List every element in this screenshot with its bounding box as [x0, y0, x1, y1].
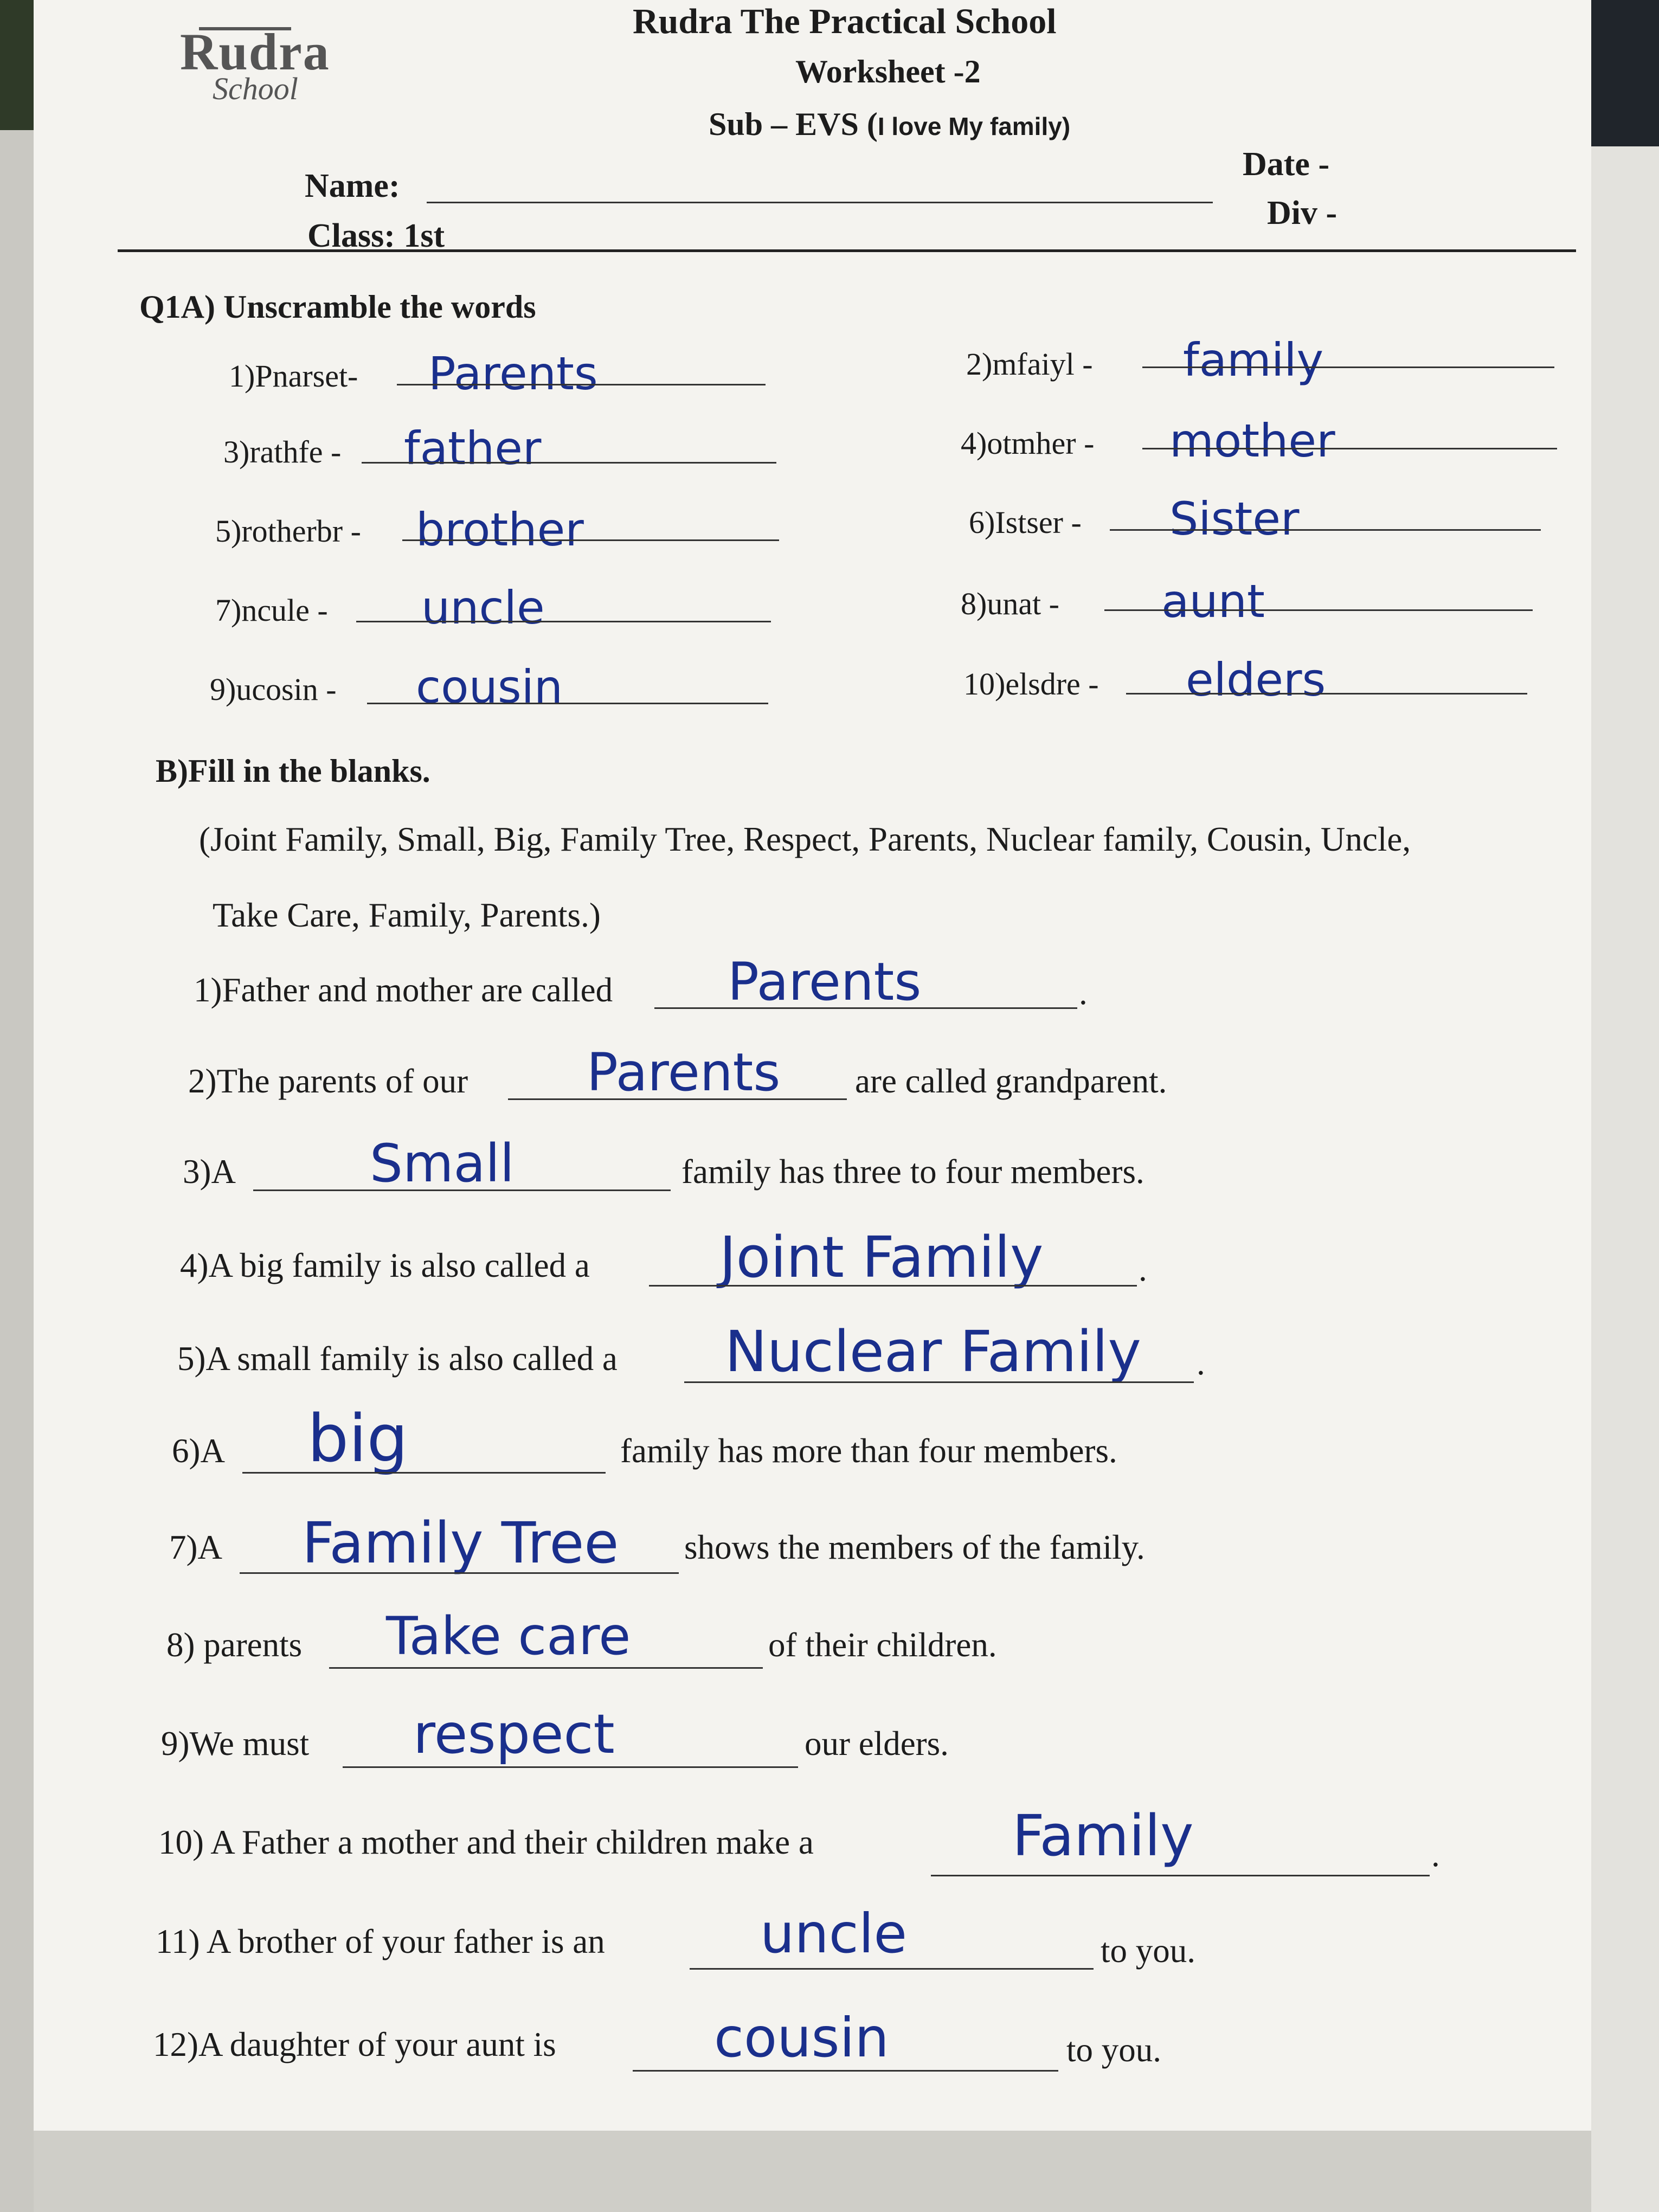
blank-sentence-9-end: our elders.	[805, 1725, 949, 1763]
logo-subtext: School	[213, 71, 298, 106]
blank-sentence-3-end: family has three to four members.	[681, 1153, 1144, 1191]
q1b-heading: B)Fill in the blanks.	[156, 753, 430, 789]
word-bank-line-2: Take Care, Family, Parents.)	[213, 896, 601, 934]
bottom-shadow	[34, 2131, 1591, 2212]
blank-sentence-2-start: 2)The parents of our	[188, 1062, 468, 1100]
blank-answer-4: Joint Family	[719, 1224, 1044, 1290]
blank-answer-2: Parents	[587, 1042, 781, 1103]
blank-line-6	[242, 1472, 606, 1474]
blank-line-5	[684, 1381, 1194, 1383]
blank-sentence-11-start: 11) A brother of your father is an	[156, 1922, 605, 1960]
blank-sentence-10-end: .	[1431, 1836, 1440, 1874]
unscramble-prompt-10: 10)elsdre -	[963, 666, 1099, 702]
header-rule	[118, 249, 1576, 252]
unscramble-prompt-5: 5)rotherbr -	[215, 513, 361, 549]
blank-line-1	[654, 1007, 1077, 1009]
worksheet-page	[34, 0, 1591, 2131]
blank-answer-1: Parents	[728, 951, 922, 1012]
blank-line-8	[329, 1667, 763, 1669]
blank-sentence-11-end: to you.	[1101, 1932, 1196, 1970]
blank-sentence-8-end: of their children.	[768, 1626, 997, 1664]
answer-line-10	[1126, 693, 1527, 695]
worksheet-title: Worksheet -2	[795, 54, 981, 89]
blank-sentence-1-end: .	[1079, 974, 1088, 1012]
unscramble-answer-9: cousin	[416, 660, 563, 713]
blank-line-4	[649, 1285, 1137, 1287]
unscramble-answer-7: uncle	[421, 581, 545, 634]
school-name: Rudra The Practical School	[633, 2, 1057, 41]
blank-answer-12: cousin	[714, 2006, 889, 2069]
blank-answer-5: Nuclear Family	[725, 1319, 1141, 1385]
blank-line-2	[508, 1098, 847, 1100]
subject-label: Sub – EVS (	[709, 106, 878, 142]
unscramble-answer-3: father	[404, 422, 542, 475]
blank-answer-7: Family Tree	[302, 1510, 619, 1576]
blank-sentence-6-start: 6)A	[172, 1432, 225, 1470]
div-label: Div -	[1267, 195, 1338, 232]
answer-line-3	[362, 462, 776, 464]
blank-sentence-3-start: 3)A	[183, 1153, 236, 1191]
unscramble-prompt-6: 6)Istser -	[969, 505, 1082, 540]
blank-sentence-6-end: family has more than four members.	[620, 1432, 1117, 1470]
class-label: Class: 1st	[307, 217, 445, 254]
blank-answer-8: Take care	[386, 1606, 631, 1667]
blank-line-10	[931, 1875, 1430, 1876]
blank-sentence-4-end: .	[1139, 1250, 1147, 1288]
blank-answer-9: respect	[413, 1702, 615, 1766]
unscramble-prompt-7: 7)ncule -	[215, 593, 328, 628]
unscramble-prompt-4: 4)otmher -	[961, 426, 1095, 461]
blank-sentence-10-start: 10) A Father a mother and their children make a	[158, 1823, 814, 1861]
blank-line-3	[253, 1189, 671, 1191]
blank-answer-6: big	[307, 1401, 408, 1477]
answer-line-1	[397, 384, 766, 385]
right-background-edge	[1591, 0, 1659, 2212]
unscramble-prompt-1: 1)Pnarset-	[229, 358, 358, 394]
blank-line-9	[343, 1766, 798, 1768]
blank-sentence-12-start: 12)A daughter of your aunt is	[153, 2025, 556, 2063]
answer-line-2	[1142, 366, 1554, 368]
unscramble-prompt-9: 9)ucosin -	[210, 672, 337, 707]
blank-answer-10: Family	[1012, 1803, 1194, 1869]
topic-label: I love My family)	[877, 112, 1071, 140]
answer-line-4	[1142, 448, 1557, 449]
blank-answer-3: Small	[370, 1133, 515, 1194]
blank-line-12	[633, 2070, 1058, 2072]
blank-sentence-7-end: shows the members of the family.	[684, 1528, 1145, 1566]
unscramble-answer-2: family	[1183, 333, 1324, 387]
unscramble-prompt-8: 8)unat -	[961, 586, 1059, 621]
answer-line-6	[1110, 529, 1541, 531]
word-bank-line-1: (Joint Family, Small, Big, Family Tree, Respect, Parents, Nuclear family, Cousin, Uncle,	[199, 820, 1411, 858]
blank-sentence-12-end: to you.	[1066, 2031, 1162, 2069]
unscramble-answer-8: aunt	[1161, 575, 1265, 628]
date-label: Date -	[1243, 146, 1330, 183]
answer-line-5	[402, 539, 779, 541]
blank-sentence-8-start: 8) parents	[166, 1626, 303, 1664]
blank-sentence-2-end: are called grandparent.	[855, 1062, 1167, 1100]
blank-line-11	[690, 1968, 1094, 1970]
blank-sentence-4-start: 4)A big family is also called a	[180, 1246, 590, 1284]
unscramble-answer-5: brother	[416, 503, 584, 556]
subject-line	[709, 106, 1070, 143]
blank-sentence-7-start: 7)A	[169, 1528, 222, 1566]
answer-line-7	[356, 621, 771, 622]
blank-line-7	[240, 1572, 679, 1574]
unscramble-answer-1: Parents	[428, 347, 598, 400]
blank-sentence-5-end: .	[1197, 1344, 1205, 1382]
blank-sentence-9-start: 9)We must	[161, 1725, 310, 1763]
name-field-line[interactable]	[427, 202, 1213, 203]
blank-sentence-5-start: 5)A small family is also called a	[177, 1340, 618, 1378]
unscramble-prompt-2: 2)mfaiyl -	[966, 346, 1093, 382]
logo-text: Rudra	[180, 23, 330, 81]
answer-line-8	[1104, 609, 1533, 611]
name-label: Name:	[305, 168, 400, 204]
blank-answer-11: uncle	[760, 1902, 908, 1965]
unscramble-prompt-3: 3)rathfe -	[223, 434, 342, 470]
unscramble-answer-10: elders	[1186, 653, 1326, 706]
blank-sentence-1-start: 1)Father and mother are called	[194, 971, 613, 1009]
school-logo	[147, 0, 375, 119]
unscramble-answer-4: mother	[1169, 414, 1335, 467]
answer-line-9	[367, 703, 768, 704]
q1a-heading: Q1A) Unscramble the words	[139, 289, 536, 325]
left-background-edge	[0, 0, 34, 2212]
unscramble-answer-6: Sister	[1169, 492, 1300, 545]
